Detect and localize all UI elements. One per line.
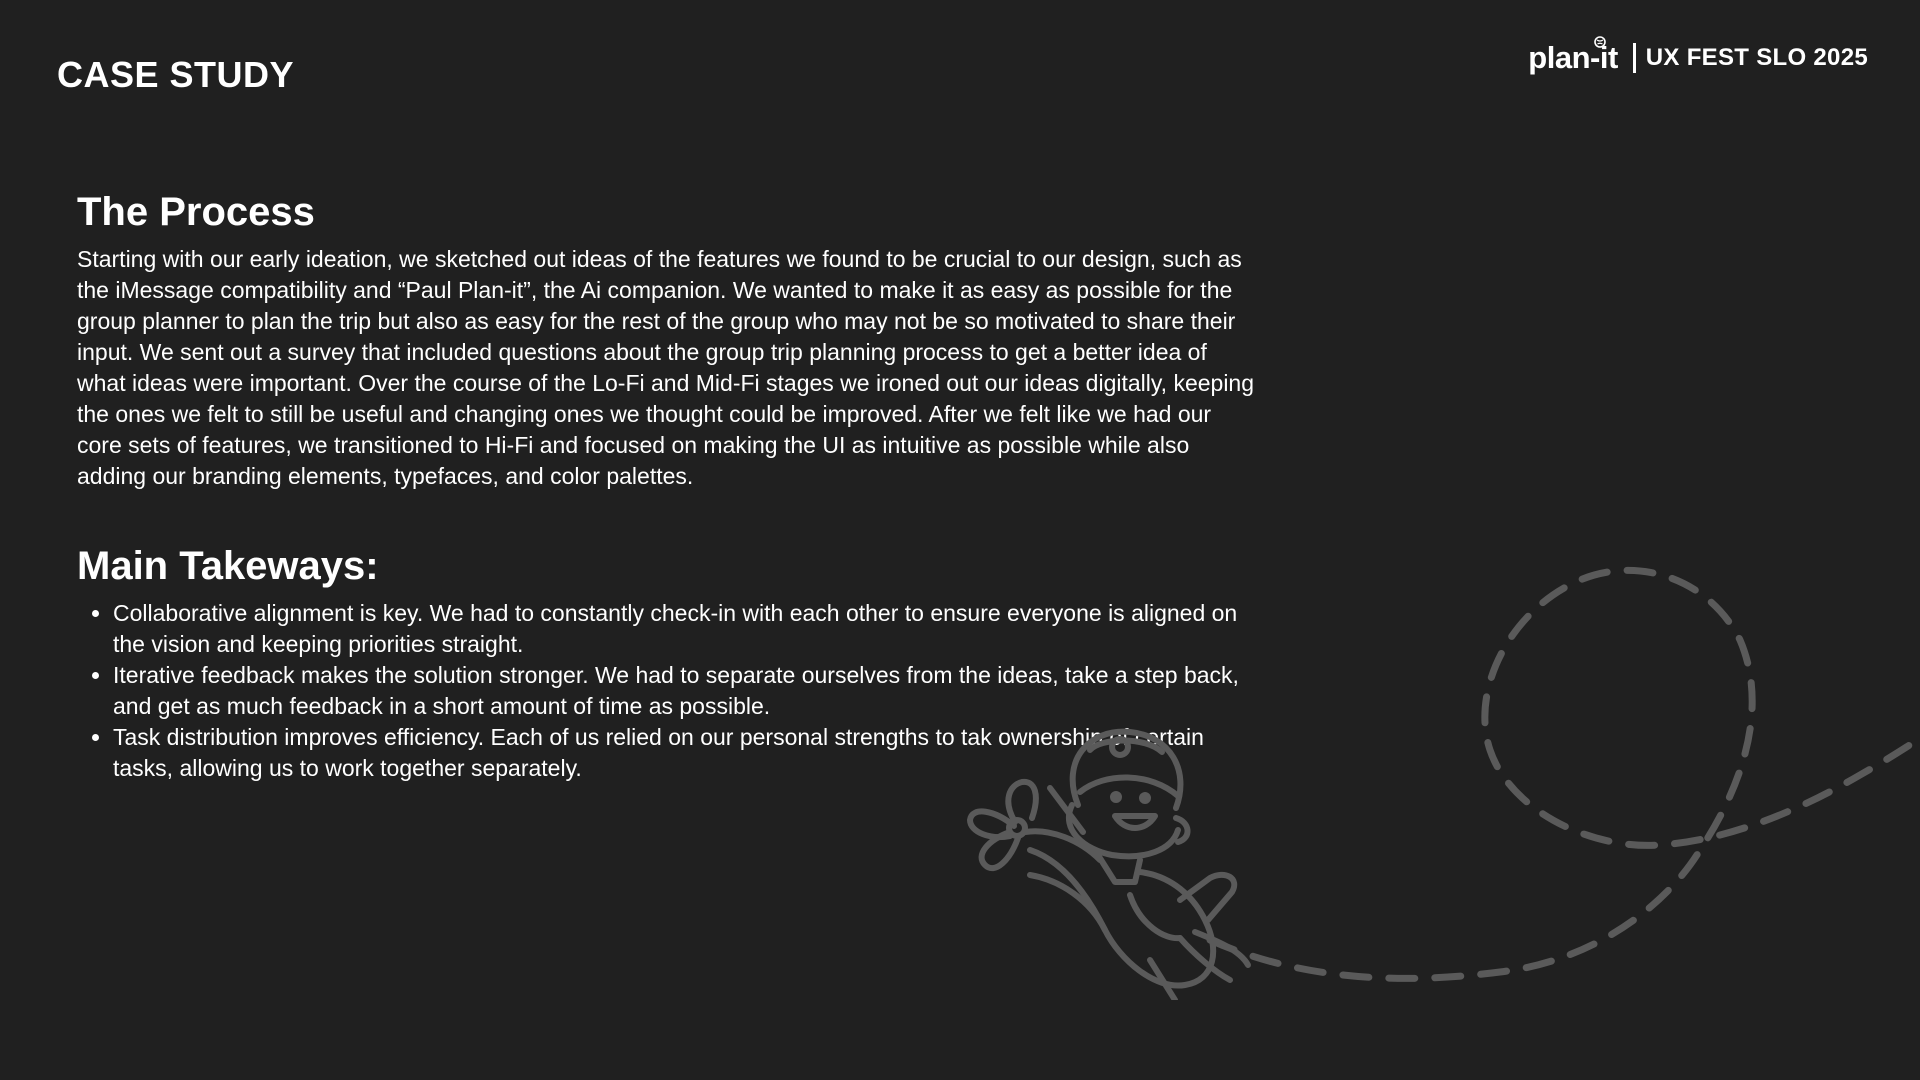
brand-event-name: UX FEST SLO 2025: [1645, 44, 1868, 71]
brand-divider: [1633, 43, 1636, 73]
takeaway-item: • Collaborative alignment is key. We had to constantly check-in with each other to ensure everyone is aligned on the vision and keeping priorities straight.: [113, 598, 1263, 660]
airplane: [970, 782, 1248, 1000]
brand-logo-text: plan-it: [1528, 40, 1618, 75]
flight-path-dashes: [1210, 570, 1920, 978]
pilot-figure: [1050, 732, 1188, 882]
case-study-label: CASE STUDY: [57, 54, 295, 95]
takeaways-title: Main Takeways:: [77, 544, 379, 588]
pilot-airplane-illustration: [940, 560, 1920, 1000]
takeaway-item: • Task distribution improves efficiency. Each of us relied on our personal strengths to tak ownership of certain tasks, allowing us to work together separately.: [113, 722, 1263, 784]
process-body: Starting with our early ideation, we sketched out ideas of the features we found to be crucial to our design, such as the iMessage compatibility and “Paul Plan-it”, the Ai companion. We wanted to make it as easy as possible for the group planner to plan the trip but also as easy for the rest of the group who may not be so motivated to share their input. We sent out a survey that included questions about the group trip planning process to get a better idea of what ideas were important. Over the course of the Lo-Fi and Mid-Fi stages we ironed out our ideas digitally, keeping the ones we felt to still be useful and changing ones we thought could be improved. After we felt like we had our core sets of features, we transitioned to Hi-Fi and focused on making the UI as intuitive as possible while also adding our branding elements, typefaces, and color palettes.: [77, 246, 1255, 489]
brand-header: [1528, 38, 1868, 78]
globe-icon: [1594, 36, 1606, 48]
takeaway-item: • Iterative feedback makes the solution stronger. We had to separate ourselves from the ideas, take a step back, and get as much feedback in a short amount of time as possible.: [113, 660, 1263, 722]
process-title: The Process: [77, 190, 315, 234]
brand-logo: [1528, 40, 1618, 76]
